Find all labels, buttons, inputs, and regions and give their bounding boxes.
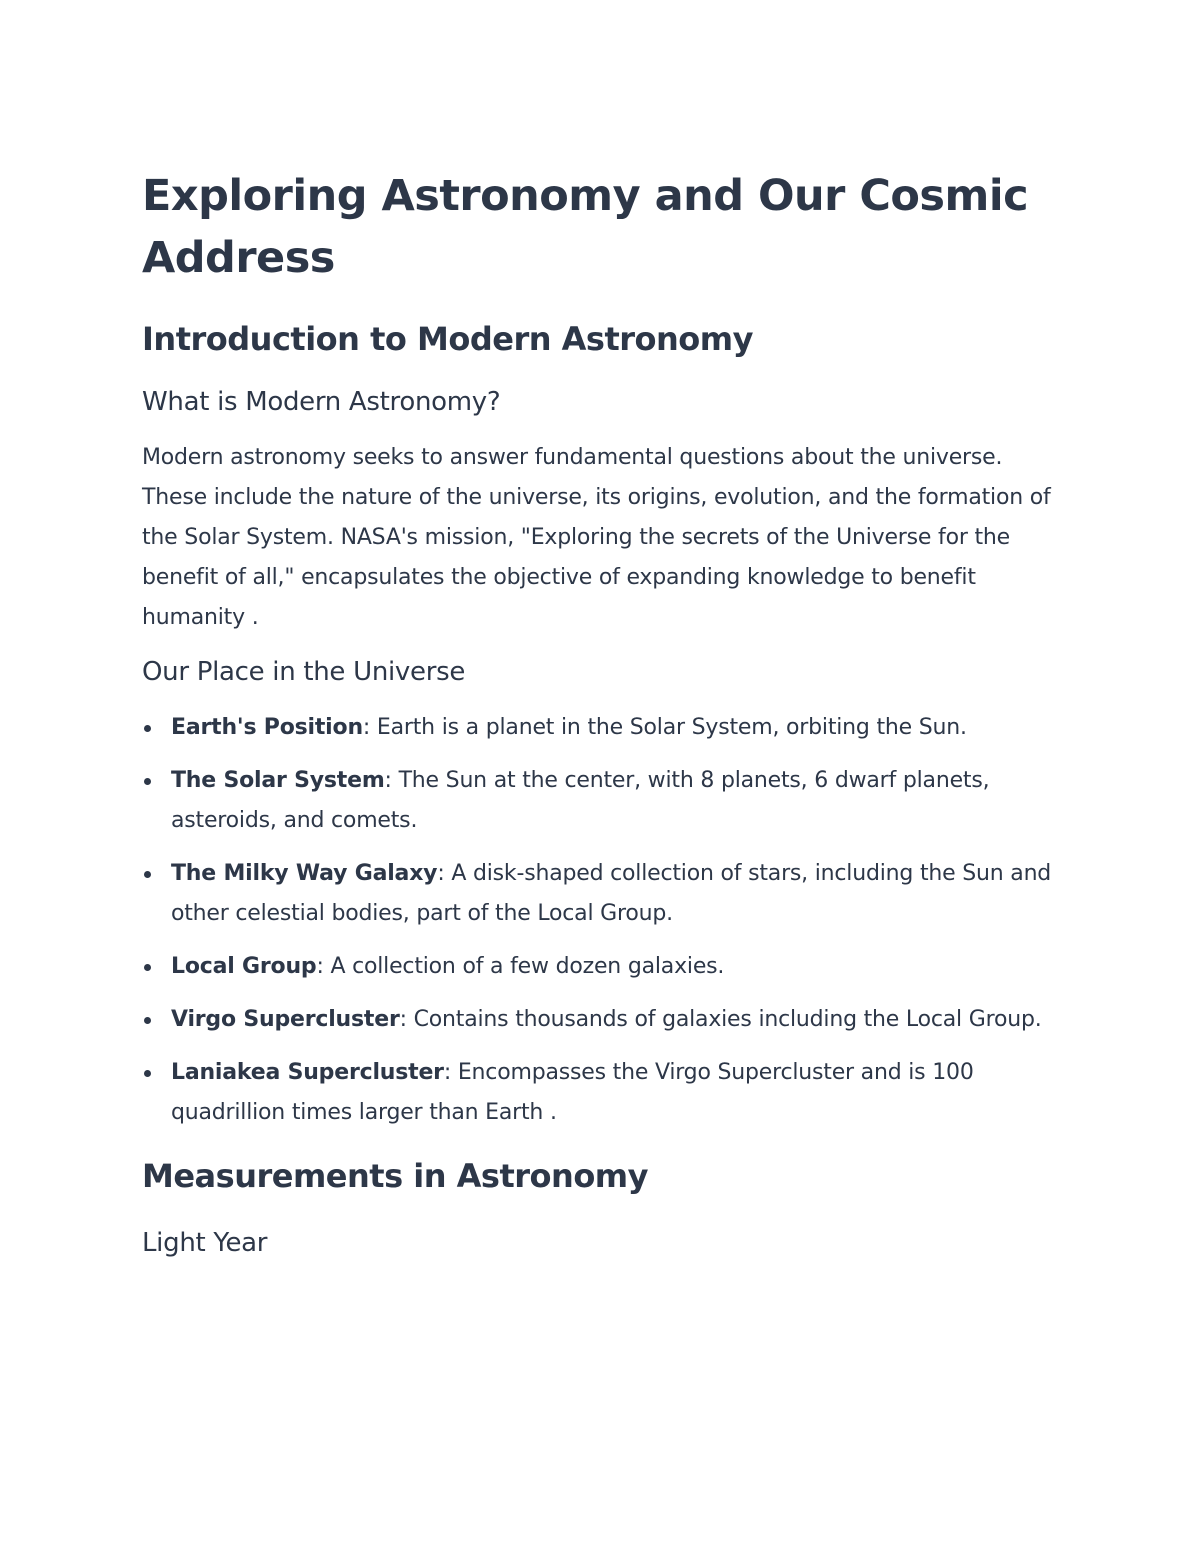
subsection-heading-what-is: What is Modern Astronomy? — [142, 387, 501, 417]
list-item-separator: : — [399, 1007, 414, 1032]
bullet-icon — [144, 1070, 151, 1077]
list-item-text: A collection of a few dozen galaxies. — [330, 954, 725, 979]
list-item-term: The Milky Way Galaxy — [171, 861, 438, 886]
list-item-term: Local Group — [171, 954, 317, 979]
paragraph-modern-astronomy: Modern astronomy seeks to answer fundamental questions about the universe. These include the nature of the universe, its origins, evolution, and the formation of the Solar System. NASA's mission, "Exploring the secrets of the Universe for the benefit of all," encapsulates the objective of expanding knowledge to benefit humanity . — [142, 445, 1051, 630]
list-item — [142, 854, 1062, 934]
list-item-separator: : — [443, 1060, 458, 1085]
bullet-icon — [144, 871, 151, 878]
list-item-separator: : — [316, 954, 331, 979]
document-page — [142, 165, 1062, 1260]
list-item-text: Contains thousands of galaxies including the Local Group. — [413, 1007, 1042, 1032]
list-item-term: Earth's Position — [171, 715, 363, 740]
list-item-separator: : — [437, 861, 452, 886]
list-item-term: The Solar System — [171, 768, 385, 793]
list-item-text: Encompasses the Virgo Supercluster and is 100 quadrillion times larger than Earth . — [171, 1060, 974, 1125]
subsection-heading-our-place: Our Place in the Universe — [142, 657, 466, 687]
list-item-text: A disk-shaped collection of stars, including the Sun and other celestial bodies, part of the Local Group. — [171, 861, 1052, 926]
cosmic-address-list — [142, 708, 1062, 1133]
list-item-text: Earth is a planet in the Solar System, orbiting the Sun. — [376, 715, 967, 740]
list-item-separator: : — [362, 715, 377, 740]
bullet-icon — [144, 725, 151, 732]
bullet-icon — [144, 964, 151, 971]
list-item-separator: : — [384, 768, 399, 793]
bullet-icon — [144, 778, 151, 785]
list-item-term: Laniakea Supercluster — [171, 1060, 444, 1085]
subsection-heading-light-year: Light Year — [142, 1228, 268, 1258]
list-item — [142, 761, 1062, 841]
list-item — [142, 1053, 1062, 1133]
list-item-text: The Sun at the center, with 8 planets, 6 dwarf planets, asteroids, and comets. — [171, 768, 990, 833]
list-item — [142, 947, 1062, 987]
list-item — [142, 1000, 1062, 1040]
section-heading-measurements: Measurements in Astronomy — [142, 1157, 648, 1195]
list-item — [142, 708, 1062, 748]
document-title: Exploring Astronomy and Our Cosmic Address — [142, 171, 1029, 283]
bullet-icon — [144, 1017, 151, 1024]
list-item-term: Virgo Supercluster — [171, 1007, 400, 1032]
section-heading-intro: Introduction to Modern Astronomy — [142, 320, 753, 358]
